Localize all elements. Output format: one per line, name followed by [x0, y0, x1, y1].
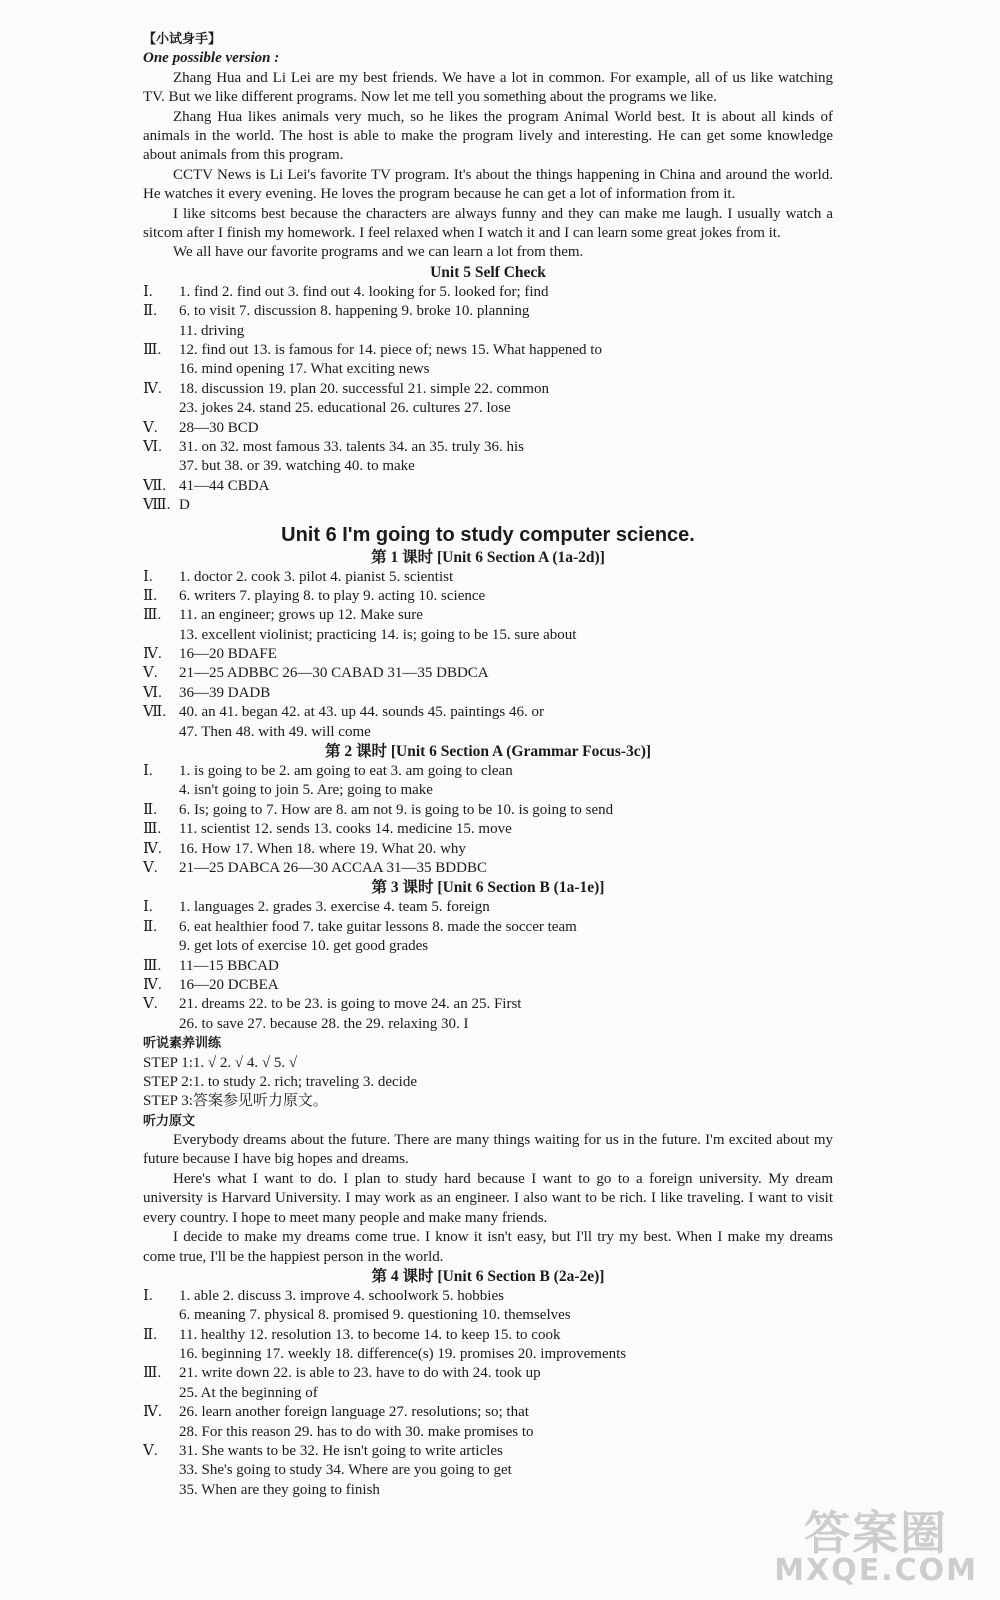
- answer-text: 21. write down 22. is able to 23. have to do with 24. took up: [179, 1365, 541, 1382]
- answer-text: 18. discussion 19. plan 20. successful 21. simple 22. common: [179, 380, 549, 397]
- question-group-number: Ⅱ.: [143, 587, 157, 604]
- lesson1-answers: [143, 568, 833, 743]
- answer-continuation: 26. to save 27. because 28. the 29. relaxing 30. I: [179, 1015, 469, 1032]
- question-group-number: Ⅶ.: [143, 477, 167, 494]
- self-check-answers: [143, 283, 833, 516]
- answer-row: [143, 1364, 833, 1383]
- essay-paragraph: We all have our favorite programs and we can learn a lot from them.: [173, 244, 584, 261]
- answer-text: 12. find out 13. is famous for 14. piece of; news 15. What happened to: [179, 342, 602, 359]
- answer-row: [143, 859, 833, 878]
- lesson3-title: 第 3 课时 [Unit 6 Section B (1a-1e)]: [371, 879, 605, 897]
- section-header: 【小试身手】: [143, 32, 222, 47]
- watermark-en: MXQE.COM: [774, 1553, 978, 1588]
- question-group-number: Ⅰ.: [143, 899, 153, 916]
- answer-text: 1. is going to be 2. am going to eat 3. am going to clean: [179, 763, 513, 780]
- answer-row: [143, 477, 833, 496]
- answer-text: D: [179, 497, 190, 514]
- answer-row: [143, 1287, 833, 1306]
- question-group-number: Ⅱ.: [143, 801, 157, 818]
- watermark-cn: 答案圈: [804, 1506, 949, 1560]
- answer-continuation: 23. jokes 24. stand 25. educational 26. cultures 27. lose: [179, 400, 511, 417]
- answer-continuation: 35. When are they going to finish: [179, 1481, 380, 1498]
- question-group-number: Ⅰ.: [143, 763, 153, 780]
- answer-continuation: 16. beginning 17. weekly 18. difference(s) 19. promises 20. improvements: [179, 1346, 627, 1363]
- question-group-number: Ⅳ.: [143, 646, 162, 663]
- answer-row: [143, 664, 833, 683]
- lesson3-answers: [143, 898, 833, 1034]
- question-group-number: Ⅰ.: [143, 568, 153, 585]
- watermark-logo: [774, 1506, 978, 1588]
- answer-row: [143, 645, 833, 664]
- answer-continuation: 11. driving: [179, 322, 245, 339]
- answer-text: 16—20 BDAFE: [179, 646, 277, 663]
- answer-continuation: 16. mind opening 17. What exciting news: [179, 361, 430, 378]
- lesson2-title: 第 2 课时 [Unit 6 Section A (Grammar Focus-3c)]: [324, 743, 652, 761]
- self-check-title: Unit 5 Self Check: [430, 263, 546, 281]
- unit6-title: Unit 6 I'm going to study computer science.: [281, 523, 695, 546]
- question-group-number: Ⅴ.: [143, 860, 158, 876]
- question-group-number: Ⅲ.: [143, 1365, 162, 1382]
- question-group-number: Ⅰ.: [143, 283, 153, 300]
- question-group-number: Ⅳ.: [143, 976, 162, 993]
- answer-row: [143, 801, 833, 820]
- answer-text: 28—30 BCD: [179, 419, 259, 436]
- answer-text: 21—25 ADBBC 26—30 CABAD 31—35 DBDCA: [179, 665, 489, 682]
- answer-continuation: 25. At the beginning of: [179, 1384, 318, 1401]
- answer-text: 11. scientist 12. sends 13. cooks 14. medicine 15. move: [179, 821, 512, 838]
- answer-row: [143, 957, 833, 976]
- question-group-number: Ⅳ.: [143, 1404, 162, 1421]
- question-group-number: Ⅳ.: [143, 380, 162, 397]
- listening-step: STEP 3:答案参见听力原文。: [143, 1093, 328, 1110]
- answer-row: [143, 898, 833, 917]
- question-group-number: Ⅴ.: [143, 1443, 158, 1460]
- answer-row: [143, 1442, 833, 1461]
- answer-continuation: 4. isn't going to join 5. Are; going to make: [179, 782, 433, 799]
- answer-text: 6. eat healthier food 7. take guitar lessons 8. made the soccer team: [179, 918, 577, 935]
- answer-row: [143, 606, 833, 625]
- question-group-number: Ⅰ.: [143, 1287, 153, 1304]
- lesson1-title: 第 1 课时 [Unit 6 Section A (1a-2d)]: [371, 548, 605, 566]
- answer-row: [143, 840, 833, 859]
- answer-continuation: 6. meaning 7. physical 8. promised 9. questioning 10. themselves: [179, 1307, 571, 1324]
- answer-page: [143, 30, 833, 1500]
- essay-paragraph: I like sitcoms best because the characters are always funny and they can make me laugh. I usually watch a sitcom after I finish my homework. I feel relaxed when I watch it and I can learn some great jokes from it.: [143, 205, 833, 242]
- answer-text: 1. able 2. discuss 3. improve 4. schoolwork 5. hobbies: [179, 1287, 504, 1304]
- lesson2-answers: [143, 762, 833, 878]
- lesson4-answers: [143, 1287, 833, 1500]
- question-group-number: Ⅱ.: [143, 1326, 157, 1343]
- transcript-paragraph: Everybody dreams about the future. There are many things waiting for us in the future. I'm excited about my future because I have big hopes and dreams.: [143, 1132, 833, 1168]
- question-group-number: Ⅴ.: [143, 665, 158, 682]
- answer-text: 41—44 CBDA: [179, 477, 270, 494]
- essay-paragraph: Zhang Hua and Li Lei are my best friends. We have a lot in common. For example, all of us like watching TV. But we like different programs. Now let me tell you something about the programs we like.: [143, 69, 833, 106]
- answer-continuation: 47. Then 48. with 49. will come: [179, 723, 371, 740]
- version-label: One possible version :: [143, 50, 280, 67]
- transcript-paragraph: I decide to make my dreams come true. I know it isn't easy, but I'll try my best. When I make my dreams come true, I'll be the happiest person in the world.: [143, 1229, 833, 1265]
- answer-row: [143, 762, 833, 781]
- answer-text: 11. healthy 12. resolution 13. to become 14. to keep 15. to cook: [179, 1326, 561, 1343]
- question-group-number: Ⅱ.: [143, 918, 157, 935]
- answer-row: [143, 341, 833, 360]
- answer-row: [143, 684, 833, 703]
- answer-row: [143, 995, 833, 1014]
- transcript-paragraph: Here's what I want to do. I plan to study hard because I want to go to a foreign university. My dream university is Harvard University. I may work as an engineer. I also want to be rich. I like traveling. I want to visit every country. I hope to meet many people and make many friends.: [143, 1170, 833, 1226]
- answer-text: 21—25 DABCA 26—30 ACCAA 31—35 BDDBC: [179, 860, 487, 876]
- answer-row: [143, 419, 833, 438]
- answer-row: [143, 918, 833, 937]
- answer-row: [143, 302, 833, 321]
- question-group-number: Ⅴ.: [143, 996, 158, 1013]
- answer-continuation: 37. but 38. or 39. watching 40. to make: [179, 458, 415, 475]
- answer-continuation: 9. get lots of exercise 10. get good grades: [179, 938, 429, 955]
- question-group-number: Ⅳ.: [143, 840, 162, 857]
- transcript-title: 听力原文: [143, 1113, 196, 1129]
- answer-row: [143, 568, 833, 587]
- essay-paragraph: Zhang Hua likes animals very much, so he likes the program Animal World best. It is about all kinds of animals in the world. The host is able to make the program lively and interesting. He can get some knowledge about animals from this program.: [143, 108, 833, 164]
- answer-text: 31. She wants to be 32. He isn't going to write articles: [179, 1443, 503, 1460]
- answer-row: [143, 976, 833, 995]
- question-group-number: Ⅲ.: [143, 821, 162, 838]
- listening-title: 听说素养训练: [143, 1036, 222, 1052]
- answer-row: [143, 438, 833, 457]
- question-group-number: Ⅷ.: [143, 497, 171, 514]
- answer-text: 36—39 DADB: [179, 684, 271, 701]
- answer-text: 1. languages 2. grades 3. exercise 4. team 5. foreign: [179, 899, 490, 916]
- answer-row: [143, 283, 833, 302]
- answer-text: 16—20 DCBEA: [179, 976, 279, 993]
- answer-continuation: 28. For this reason 29. has to do with 30. make promises to: [179, 1423, 534, 1440]
- answer-text: 21. dreams 22. to be 23. is going to move 24. an 25. First: [179, 996, 522, 1013]
- answer-text: 40. an 41. began 42. at 43. up 44. sounds 45. paintings 46. or: [179, 704, 544, 721]
- answer-continuation: 13. excellent violinist; practicing 14. is; going to be 15. sure about: [179, 626, 577, 643]
- answer-text: 1. doctor 2. cook 3. pilot 4. pianist 5. scientist: [179, 568, 454, 585]
- answer-row: [143, 1326, 833, 1345]
- essay: [143, 69, 833, 263]
- listening-step: STEP 2:1. to study 2. rich; traveling 3. decide: [143, 1073, 417, 1090]
- question-group-number: Ⅵ.: [143, 684, 162, 701]
- answer-text: 31. on 32. most famous 33. talents 34. an 35. truly 36. his: [179, 438, 524, 455]
- question-group-number: Ⅶ.: [143, 704, 167, 721]
- listening-step: STEP 1:1. √ 2. √ 4. √ 5. √: [143, 1054, 298, 1071]
- question-group-number: Ⅲ.: [143, 957, 162, 974]
- answer-text: 16. How 17. When 18. where 19. What 20. why: [179, 840, 466, 857]
- lesson4-title: 第 4 课时 [Unit 6 Section B (2a-2e)]: [371, 1267, 605, 1285]
- question-group-number: Ⅲ.: [143, 607, 162, 624]
- answer-row: [143, 496, 833, 515]
- transcript: [143, 1131, 833, 1267]
- answer-text: 6. Is; going to 7. How are 8. am not 9. is going to be 10. is going to send: [179, 801, 614, 818]
- question-group-number: Ⅵ.: [143, 438, 162, 455]
- question-group-number: Ⅴ.: [143, 419, 158, 436]
- answer-text: 11. an engineer; grows up 12. Make sure: [179, 607, 423, 624]
- answer-row: [143, 380, 833, 399]
- answer-row: [143, 820, 833, 839]
- answer-row: [143, 703, 833, 722]
- answer-text: 6. to visit 7. discussion 8. happening 9. broke 10. planning: [179, 303, 530, 320]
- answer-row: [143, 1403, 833, 1422]
- answer-text: 11—15 BBCAD: [179, 957, 279, 974]
- answer-text: 26. learn another foreign language 27. resolutions; so; that: [179, 1404, 529, 1421]
- essay-paragraph: CCTV News is Li Lei's favorite TV program. It's about the things happening in China and around the world. He watches it every evening. He loves the program because he can get a lot of information from it.: [143, 166, 833, 203]
- answer-text: 6. writers 7. playing 8. to play 9. acting 10. science: [179, 587, 486, 604]
- answer-row: [143, 587, 833, 606]
- answer-text: 1. find 2. find out 3. find out 4. looking for 5. looked for; find: [179, 283, 549, 300]
- question-group-number: Ⅱ.: [143, 303, 157, 320]
- question-group-number: Ⅲ.: [143, 342, 162, 359]
- answer-continuation: 33. She's going to study 34. Where are you going to get: [179, 1462, 512, 1479]
